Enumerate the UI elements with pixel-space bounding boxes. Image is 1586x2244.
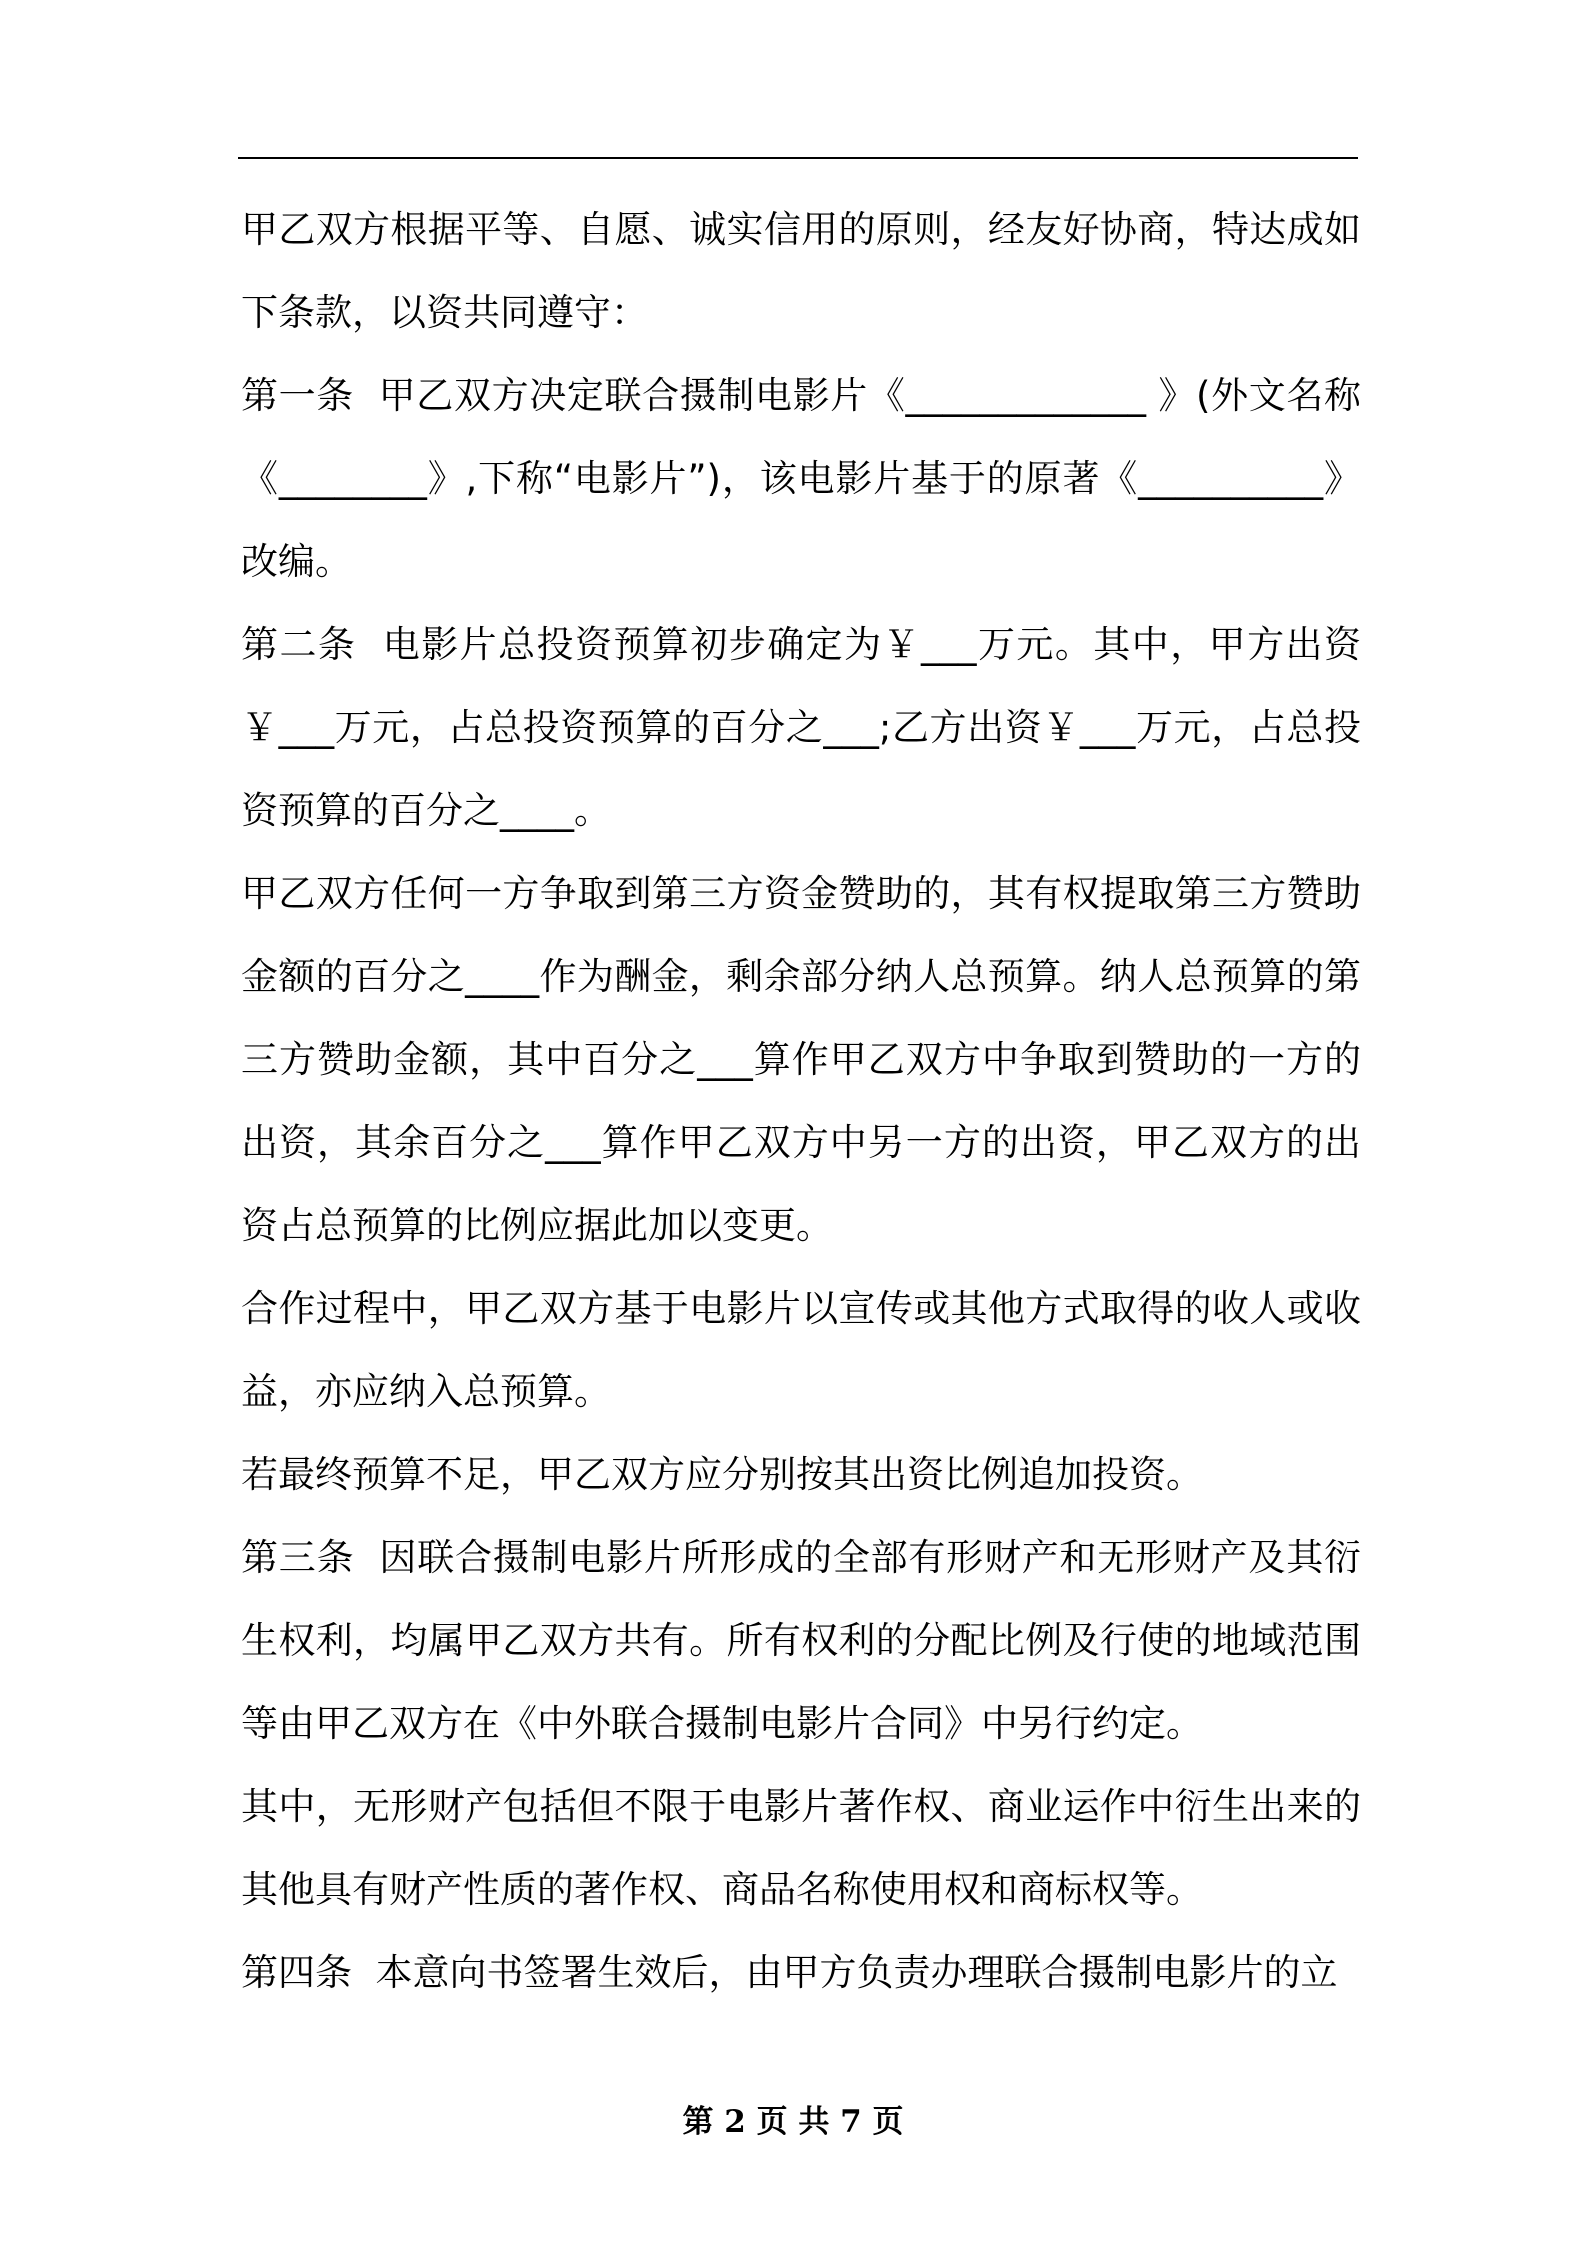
paragraph-article-3: 第三条 因联合摄制电影片所形成的全部有形财产和无形财产及其衍生权利，均属甲乙双方共有。所有权利的分配比例及行使的地域范围等由甲乙双方在《中外联合摄制电影片合同》中另行约定。 — [241, 1536, 1361, 1745]
header-rule — [238, 157, 1358, 159]
paragraph-article-4: 第四条 本意向书签署生效后，由甲方负责办理联合摄制电影片的立 — [241, 1951, 1338, 1994]
paragraph-article-2: 第二条 电影片总投资预算初步确定为￥___万元。其中，甲方出资￥___万元，占总投资预算的百分之___;乙方出资￥___万元，占总投资预算的百分之____。 — [241, 623, 1361, 832]
paragraph-sponsorship: 甲乙双方任何一方争取到第三方资金赞助的，其有权提取第三方赞助金额的百分之____作为酬金，剩余部分纳人总预算。纳人总预算的第三方赞助金额，其中百分之___算作甲乙双方中争取到赞助的一方的出资，其余百分之___算作甲乙双方中另一方的出资，甲乙双方的出资占总预算的比例应据此加以变更。 — [241, 872, 1361, 1247]
paragraph-intangible-assets: 其中，无形财产包括但不限于电影片著作权、商业运作中衍生出来的其他具有财产性质的著作权、商品名称使用权和商标权等。 — [241, 1785, 1361, 1911]
document-body — [241, 188, 1361, 2014]
paragraph-budget-shortfall: 若最终预算不足，甲乙双方应分别按其出资比例追加投资。 — [241, 1453, 1203, 1496]
page-number-footer: 第 2 页 共 7 页 — [682, 2104, 904, 2140]
paragraph-article-1: 第一条 甲乙双方决定联合摄制电影片《_____________ 》(外文名称《________》,下称“电影片”)，该电影片基于的原著《__________》改编。 — [241, 374, 1361, 583]
paragraph-preamble: 甲乙双方根据平等、自愿、诚实信用的原则，经友好协商，特达成如下条款，以资共同遵守： — [241, 208, 1361, 334]
paragraph-income: 合作过程中，甲乙双方基于电影片以宣传或其他方式取得的收人或收益，亦应纳入总预算。 — [241, 1287, 1361, 1413]
